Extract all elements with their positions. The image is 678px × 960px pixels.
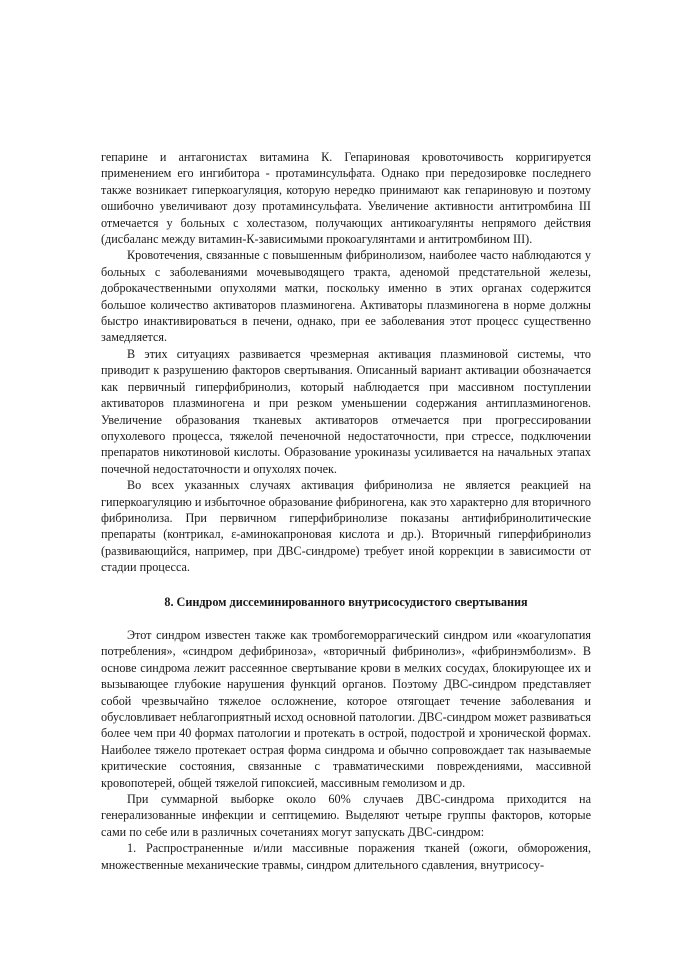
text-section-bottom [101,627,591,873]
paragraph: 1. Распространенные и/или массивные поражения тканей (ожоги, обморожения, множественные механические травмы, синдром длительного сдавления, внутрисосу- [101,841,591,872]
paragraph: Этот синдром известен также как тромбогеморрагический синдром или «коагулопатия потребления», «синдром дефибриноза», «вторичный фибринолиз», «фибринэмболизм». В основе синдрома лежит рассеянное свертывание крови в мелких сосудах, блокирующее их и вызывающее глубокие нарушения функций органов. Поэтому ДВС-синдром представляет собой чрезвычайно тяжелое осложнение, которое отягощает течение заболевания и обусловливает неблагоприятный исход основной патологии. ДВС-синдром может развиваться более чем при 40 формах патологии и протекать в острой, подострой и хронической формах. Наиболее тяжело протекает острая форма синдрома и обычно сопровождает так называемые критические состояния, связанные с травматическими повреждениями, массивной кровопотерей, общей тяжелой гипоксией, массивным гемолизом и др. [101,628,591,790]
paragraph: В этих ситуациях развивается чрезмерная активация плазминовой системы, что приводит к разрушению факторов свертывания. Описанный вариант активации обозначается как первичный гиперфибринолиз, который наблюдается при массивном поступлении активаторов плазминогена и при резком уменьшении содержания антиплазминогенов. Увеличение образования тканевых активаторов отмечается при прогрессировании опухолевого процесса, тяжелой печеночной недостаточности, при стрессе, подключении препаратов никотиновой кислоты. Образование урокиназы усиливается на начальных этапах почечной недостаточности и опухолях почек. [101,346,591,476]
paragraph: гепарине и антагонистах витамина К. Гепариновая кровоточивость корригируется применением его ингибитора - протаминсульфата. Однако при передозировке последнего также возникает гиперкоагуляция, которую нередко принимают как гепариновую и поэтому ошибочно увеличивают дозу протаминсульфата. Увеличение активности антитромбина III отмечается у больных с холестазом, получающих антикоагулянты непрямого действия (дисбаланс между витамин-К-зависимыми прокоагулянтами и антитромбином III). [101,150,591,247]
paragraph: Кровотечения, связанные с повышенным фибринолизом, наиболее часто наблюдаются у больных с заболеваниями мочевыводящего тракта, аденомой предстательной железы, доброкачественными опухолями матки, поскольку именно в этих органах содержится большое количество активаторов плазминогена. Активаторы плазминогена в норме должны быстро инактивироваться в печени, однако, при ее заболевания этот процесс существенно замедляется. [101,248,591,345]
paragraph: При суммарной выборке около 60% случаев ДВС-синдрома приходится на генерализованные инфекции и септицемию. Выделяют четыре группы факторов, которые сами по себе или в различных сочетаниях могут запускать ДВС-синдром: [101,792,591,839]
text-section-top [101,149,591,576]
section-heading: 8. Синдром диссеминированного внутрисосудистого свертывания [164,595,528,609]
paragraph: Во всех указанных случаях активация фибринолиза не является реакцией на гиперкоагуляцию и избыточное образование фибриногена, как это характерно для вторичного фибринолиза. При первичном гиперфибринолизе показаны антифибринолитические препараты (контрикал, ε-аминокапроновая кислота и др.). Вторичный гиперфибринолиз (развивающийся, например, при ДВС-синдроме) требует иной коррекции в зависимости от стадии процесса. [101,478,591,575]
